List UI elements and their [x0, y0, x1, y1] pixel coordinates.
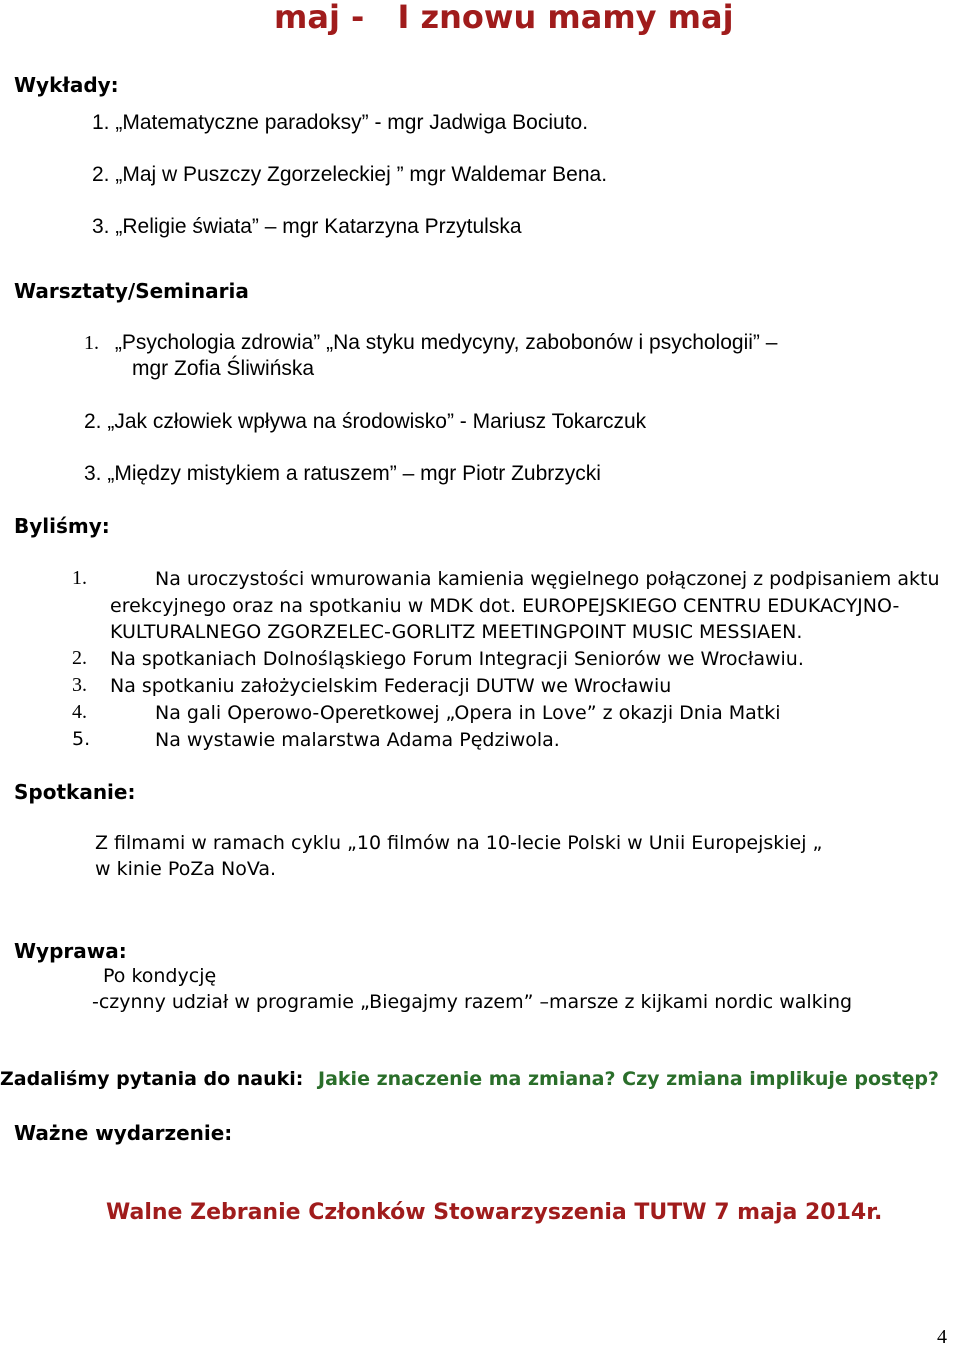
lecture-item [92, 111, 588, 135]
meeting-text: Z filmami w ramach cyklu „10 filmów na 10-lecie Polski w Unii Europejskiej „ [95, 832, 823, 854]
title-part-2: I znowu mamy maj [397, 0, 734, 36]
visited-text-continuation: erekcyjnego oraz na spotkaniu w MDK dot. EUROPEJSKIEGO CENTRU EDUKACYJNO- [110, 595, 900, 617]
question-label: Zadaliśmy pytania do nauki: [0, 1068, 304, 1090]
page-number: 4 [937, 1326, 947, 1348]
lecture-text: „Religie świata” – mgr Katarzyna Przytulska [115, 215, 522, 238]
workshop-text: „Psychologia zdrowia” „Na styku medycyny, zabobonów i psychologii” – [114, 331, 778, 354]
lecture-item [92, 215, 522, 239]
title-part-1: maj - [274, 0, 365, 36]
workshop-number: 3. [84, 462, 102, 485]
workshop-item [84, 410, 646, 434]
workshop-item [84, 331, 777, 355]
event-text: Walne Zebranie Członków Stowarzyszenia TUTW 7 maja 2014r. [106, 1200, 883, 1225]
workshop-item-continuation: mgr Zofia Śliwińska [132, 357, 315, 380]
workshop-text: „Jak człowiek wpływa na środowisko” - Mariusz Tokarczuk [107, 410, 647, 433]
lecture-number: 1. [92, 111, 110, 134]
visited-text: Na spotkaniu założycielskim Federacji DUTW we Wrocławiu [110, 675, 672, 697]
visited-number: 2. [72, 647, 87, 669]
visited-text: Na spotkaniach Dolnośląskiego Forum Integracji Seniorów we Wrocławiu. [110, 648, 804, 670]
visited-number: 4. [72, 701, 87, 723]
visited-text: Na wystawie malarstwa Adama Pędziwola. [155, 729, 560, 751]
workshop-number: 1. [84, 332, 99, 354]
expedition-text: Po kondycję [103, 965, 217, 987]
visited-heading: Byliśmy: [14, 514, 110, 538]
question-row [0, 1068, 939, 1090]
visited-text: Na uroczystości wmurowania kamienia węgielnego połączonej z podpisaniem aktu [155, 568, 940, 590]
lecture-text: „Matematyczne paradoksy” - mgr Jadwiga Bociuto. [115, 111, 589, 134]
visited-text-continuation: KULTURALNEGO ZGORZELEC-GORLITZ MEETINGPOINT MUSIC MESSIAEN. [110, 621, 803, 643]
visited-text: Na gali Operowo-Operetkowej „Opera in Love” z okazji Dnia Matki [155, 702, 781, 724]
page-title [274, 0, 734, 36]
lecture-item [92, 163, 607, 187]
lecture-number: 2. [92, 163, 110, 186]
workshop-item [84, 462, 601, 486]
visited-number: 5. [72, 728, 91, 750]
workshops-heading: Warsztaty/Seminaria [14, 279, 249, 303]
lectures-heading: Wykłady: [14, 73, 119, 97]
workshop-text: „Między mistykiem a ratuszem” – mgr Piotr Zubrzycki [107, 462, 601, 485]
question-text: Jakie znaczenie ma zmiana? Czy zmiana implikuje postęp? [318, 1068, 939, 1090]
expedition-heading: Wyprawa: [14, 939, 127, 963]
workshop-number: 2. [84, 410, 102, 433]
meeting-heading: Spotkanie: [14, 780, 136, 804]
lecture-text: „Maj w Puszczy Zgorzeleckiej ” mgr Waldemar Bena. [115, 163, 608, 186]
visited-number: 1. [72, 567, 87, 589]
expedition-text-continuation: -czynny udział w programie „Biegajmy razem” –marsze z kijkami nordic walking [92, 991, 853, 1013]
lecture-number: 3. [92, 215, 110, 238]
meeting-text-continuation: w kinie PoZa NoVa. [95, 858, 277, 880]
event-heading: Ważne wydarzenie: [14, 1121, 233, 1145]
visited-number: 3. [72, 674, 87, 696]
